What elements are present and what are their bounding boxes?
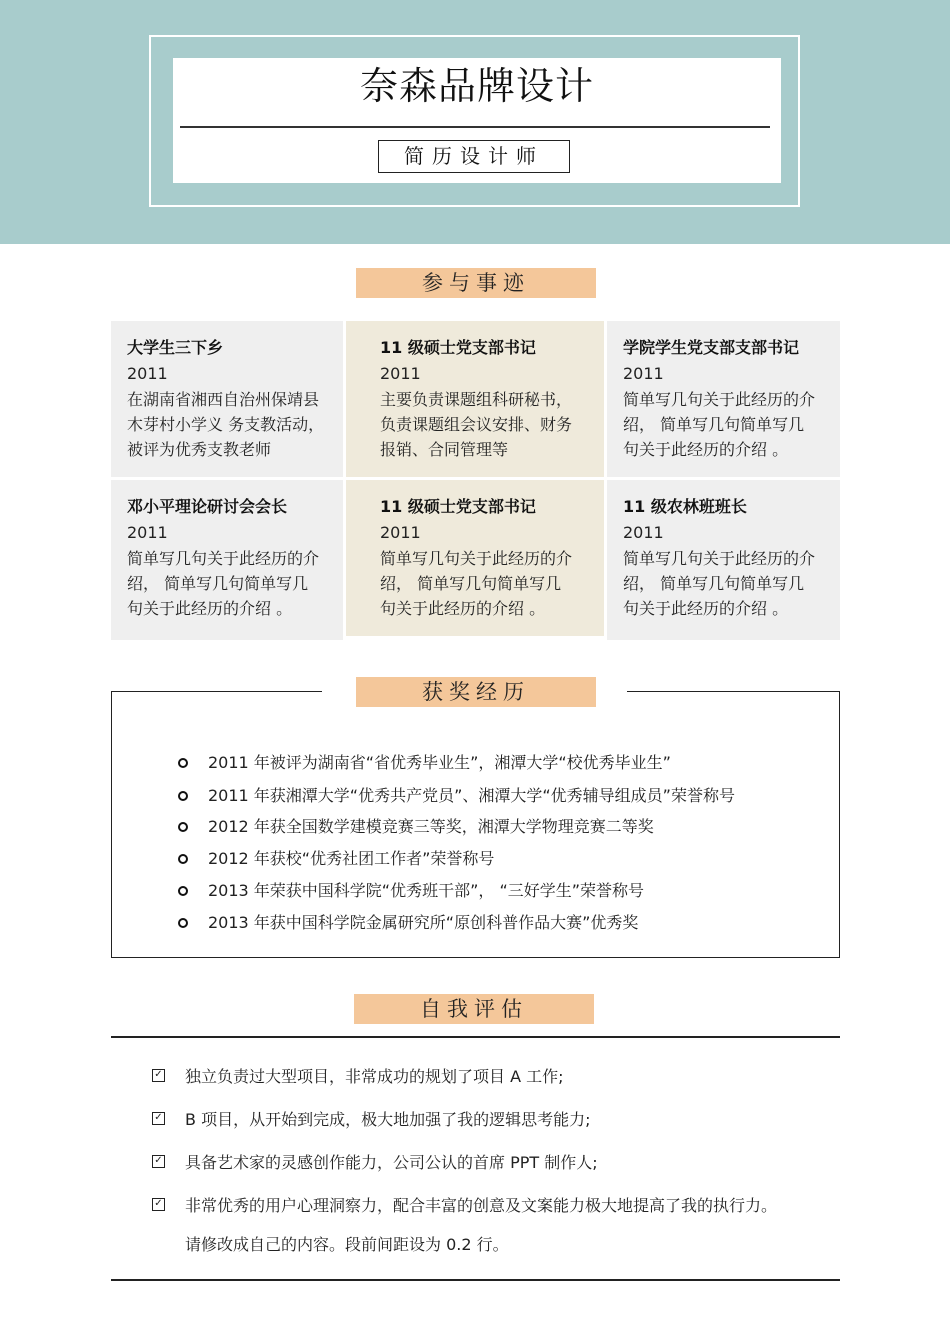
eval-text: 非常优秀的用户心理洞察力，配合丰富的创意及文案能力极大地提高了我的执行力。	[185, 1196, 778, 1215]
experience-desc-line: 绍， 简单写几句简单写几	[623, 415, 805, 434]
experience-cell	[607, 321, 840, 477]
checkbox-checked-icon: ✓	[152, 1112, 165, 1125]
eval-item	[152, 1152, 598, 1174]
eval-item	[152, 1066, 564, 1088]
section-title-self-eval: 自我评估	[354, 994, 594, 1024]
experience-desc-line: 句关于此经历的介绍 。	[623, 599, 789, 618]
bullet-icon	[178, 822, 188, 832]
experience-title: 11 级农林班班长	[623, 497, 747, 516]
bullet-icon	[178, 854, 188, 864]
name-title: 奈森品牌设计	[359, 64, 594, 108]
award-text: 2012 年获校“优秀社团工作者”荣誉称号	[208, 849, 495, 868]
award-item	[178, 880, 644, 902]
eval-text: B 项目，从开始到完成，极大地加强了我的逻辑思考能力;	[185, 1110, 591, 1129]
award-item	[178, 752, 671, 774]
experience-year: 2011	[380, 364, 421, 383]
award-text: 2011 年被评为湖南省“省优秀毕业生”，湘潭大学“校优秀毕业生”	[208, 753, 671, 772]
experience-desc-line: 负责课题组会议安排、财务	[380, 415, 573, 434]
award-text: 2011 年获湘潭大学“优秀共产党员”、湘潭大学“优秀辅导组成员”荣誉称号	[208, 786, 735, 805]
bullet-icon	[178, 918, 188, 928]
section-title-awards: 获奖经历	[356, 677, 596, 707]
experience-title: 学院学生党支部支部书记	[623, 338, 800, 357]
experience-cell	[111, 321, 343, 477]
experience-cell	[346, 321, 604, 477]
experience-desc-line: 简单写几句关于此经历的介	[623, 549, 816, 568]
checkbox-checked-icon: ✓	[152, 1155, 165, 1168]
experience-desc-line: 绍， 简单写几句简单写几	[380, 574, 562, 593]
experience-year: 2011	[127, 523, 168, 542]
experience-desc-line: 简单写几句关于此经历的介	[127, 549, 320, 568]
award-item	[178, 785, 735, 807]
experience-year: 2011	[127, 364, 168, 383]
eval-text: 具备艺术家的灵感创作能力，公司公认的首席 PPT 制作人;	[185, 1153, 598, 1172]
experience-title: 大学生三下乡	[127, 338, 224, 357]
experience-title: 11 级硕士党支部书记	[380, 497, 536, 516]
bullet-icon	[178, 758, 188, 768]
name-divider	[180, 126, 770, 128]
job-title: 简历设计师	[378, 140, 570, 173]
checkbox-checked-icon: ✓	[152, 1198, 165, 1211]
experience-title: 邓小平理论研讨会会长	[127, 497, 288, 516]
award-item	[178, 848, 494, 870]
eval-item	[152, 1195, 777, 1217]
experience-desc-line: 简单写几句关于此经历的介	[380, 549, 573, 568]
experience-desc-line: 简单写几句关于此经历的介	[623, 390, 816, 409]
experience-cell	[346, 480, 604, 636]
experience-cell	[607, 480, 840, 640]
experience-desc-line: 报销、合同管理等	[380, 440, 509, 459]
experience-desc-line: 绍， 简单写几句简单写几	[623, 574, 805, 593]
bullet-icon	[178, 886, 188, 896]
experience-year: 2011	[623, 523, 664, 542]
experience-title: 11 级硕士党支部书记	[380, 338, 536, 357]
experience-desc-line: 绍， 简单写几句简单写几	[127, 574, 309, 593]
experience-desc-line: 木芽村小学义 务支教活动，	[127, 415, 325, 434]
experience-year: 2011	[623, 364, 664, 383]
award-text: 2013 年获中国科学院金属研究所“原创科普作品大赛”优秀奖	[208, 913, 639, 932]
experience-desc-line: 在湖南省湘西自治州保靖县	[127, 390, 320, 409]
experience-desc-line: 句关于此经历的介绍 。	[380, 599, 546, 618]
experience-cell	[111, 480, 343, 640]
self-eval-bottom-rule	[111, 1279, 840, 1281]
bullet-icon	[178, 791, 188, 801]
eval-text: 独立负责过大型项目，非常成功的规划了项目 A 工作;	[185, 1067, 564, 1086]
experience-desc-line: 被评为优秀支教老师	[127, 440, 272, 459]
experience-desc-line: 主要负责课题组科研秘书，	[380, 390, 573, 409]
eval-note: 请修改成自己的内容。段前间距设为 0.2 行。	[185, 1235, 509, 1254]
checkbox-checked-icon: ✓	[152, 1069, 165, 1082]
award-item	[178, 912, 638, 934]
section-title-experience: 参与事迹	[356, 268, 596, 298]
award-text: 2012 年获全国数学建模竞赛三等奖，湘潭大学物理竞赛二等奖	[208, 817, 654, 836]
award-item	[178, 816, 654, 838]
experience-desc-line: 句关于此经历的介绍 。	[623, 440, 789, 459]
self-eval-top-rule	[111, 1036, 840, 1038]
experience-desc-line: 句关于此经历的介绍 。	[127, 599, 293, 618]
award-text: 2013 年荣获中国科学院“优秀班干部”， “三好学生”荣誉称号	[208, 881, 645, 900]
eval-item	[152, 1109, 590, 1131]
experience-year: 2011	[380, 523, 421, 542]
